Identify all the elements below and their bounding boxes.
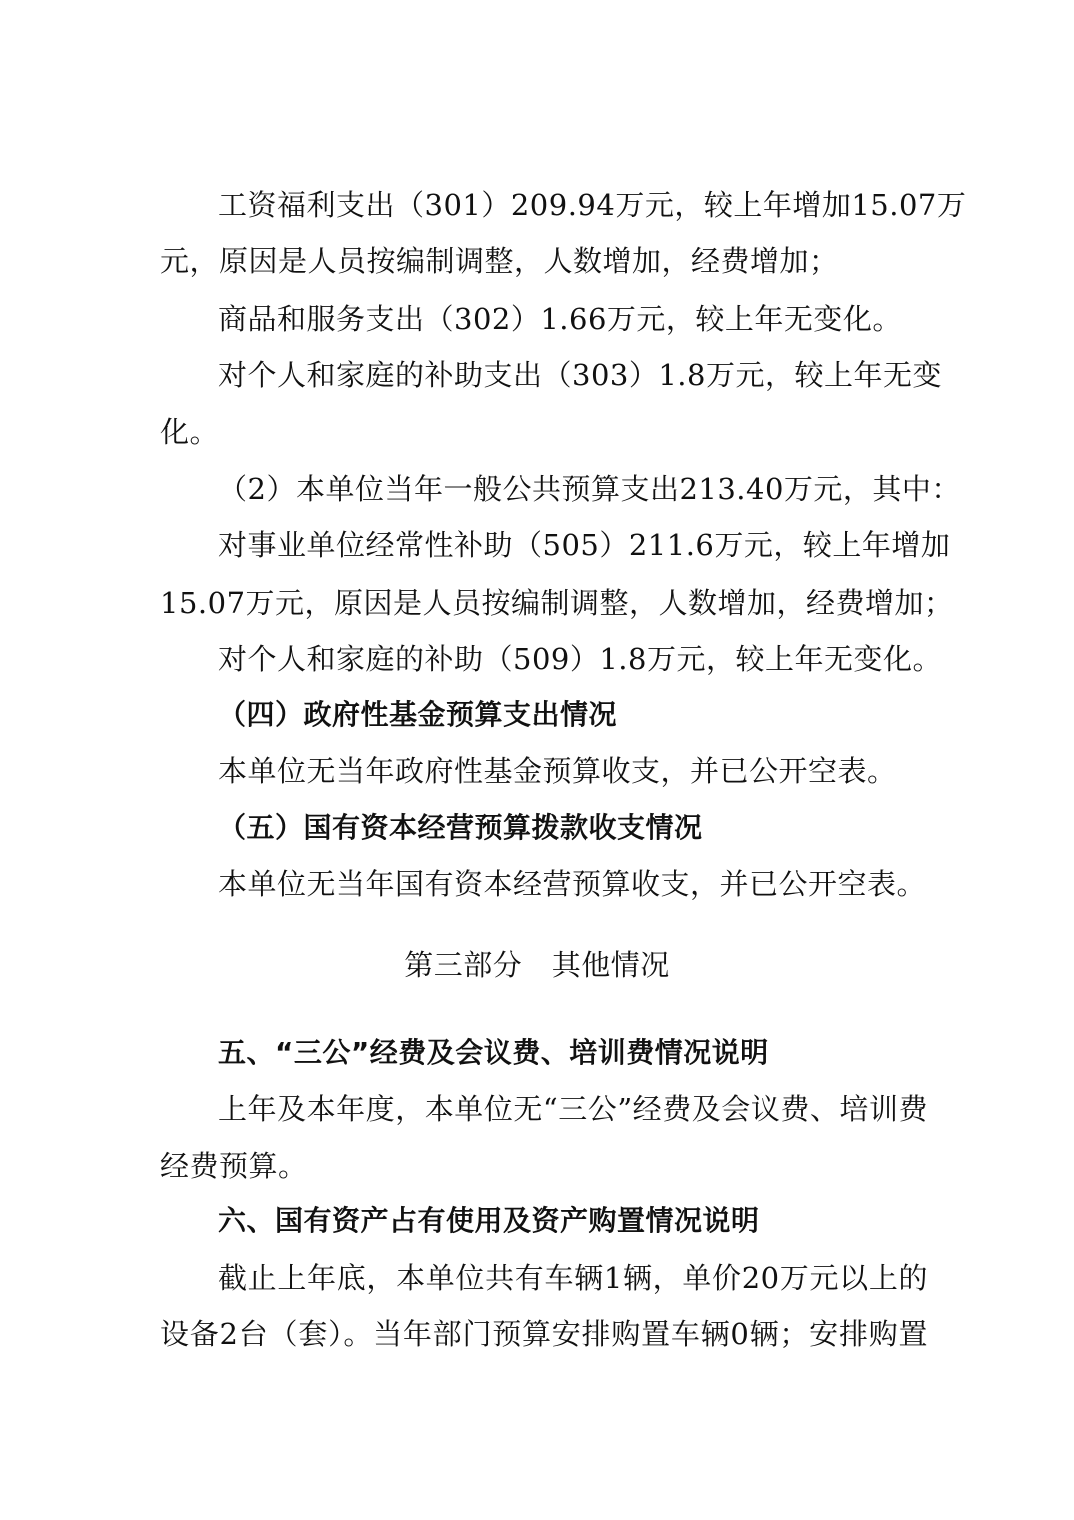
paragraph-line: （2）本单位当年一般公共预算支出213.40万元，其中： <box>218 472 961 506</box>
paragraph-line: 工资福利支出（301）209.94万元，较上年增加15.07万 <box>218 188 967 222</box>
paragraph-line: 对个人和家庭的补助（509）1.8万元，较上年无变化。 <box>218 642 942 676</box>
paragraph-line: 对事业单位经常性补助（505）211.6万元，较上年增加 <box>218 528 951 562</box>
paragraph-line: 经费预算。 <box>160 1149 308 1183</box>
paragraph-line: 元，原因是人员按编制调整，人数增加，经费增加； <box>160 244 839 278</box>
section-heading: 五、“三公”经费及会议费、培训费情况说明 <box>218 1036 769 1069</box>
paragraph-line: 本单位无当年政府性基金预算收支，并已公开空表。 <box>218 754 897 788</box>
paragraph-line: 本单位无当年国有资本经营预算收支，并已公开空表。 <box>218 867 927 901</box>
paragraph-line: 设备2台（套）。当年部门预算安排购置车辆0辆；安排购置 <box>160 1317 928 1351</box>
section-heading: 六、国有资产占有使用及资产购置情况说明 <box>218 1204 760 1237</box>
paragraph-line: 上年及本年度，本单位无“三公”经费及会议费、培训费 <box>218 1092 928 1126</box>
part-title: 第三部分 其他情况 <box>404 948 670 982</box>
paragraph-line: 15.07万元，原因是人员按编制调整，人数增加，经费增加； <box>160 586 954 620</box>
paragraph-line: 对个人和家庭的补助支出（303）1.8万元，较上年无变 <box>218 358 942 392</box>
paragraph-line: 商品和服务支出（302）1.66万元，较上年无变化。 <box>218 302 902 336</box>
section-heading: （五）国有资本经营预算拨款收支情况 <box>218 811 703 844</box>
section-heading: （四）政府性基金预算支出情况 <box>218 698 618 731</box>
paragraph-line: 化。 <box>160 415 220 449</box>
paragraph-line: 截止上年底，本单位共有车辆1辆，单价20万元以上的 <box>218 1261 928 1295</box>
